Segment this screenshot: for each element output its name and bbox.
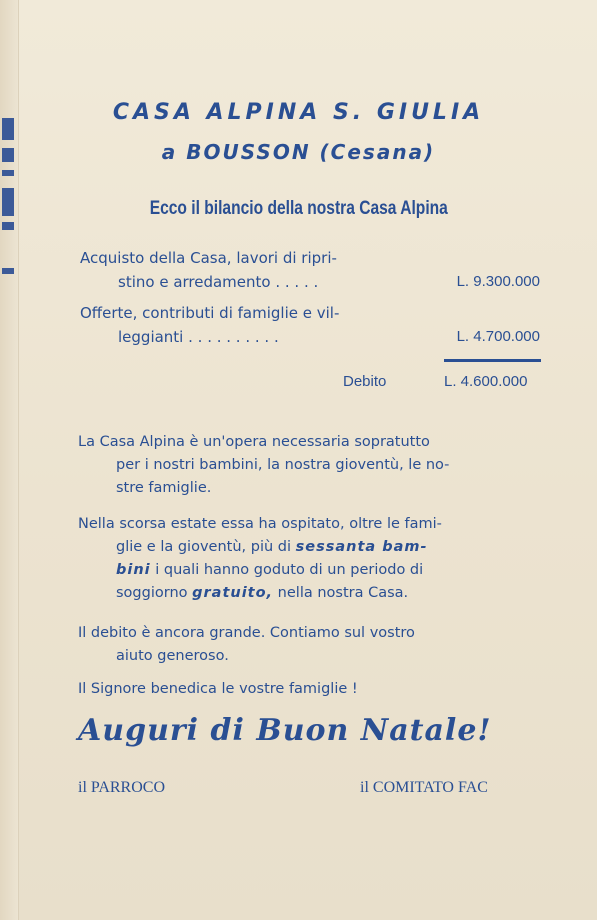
debt-label: Debito	[343, 373, 387, 390]
budget-row-purchase	[80, 246, 540, 294]
paragraph-3	[78, 622, 540, 668]
paragraph-line: La Casa Alpina è un'opera necessaria sopratutto	[78, 434, 430, 450]
budget-row-amount: L. 4.700.000	[456, 328, 540, 345]
title-line-2: a BOUSSON (Cesana)	[161, 140, 436, 164]
intro-heading: Ecco il bilancio della nostra Casa Alpina	[149, 198, 448, 219]
paragraph-line: per i nostri bambini, la nostra gioventù, le no-	[116, 457, 450, 473]
paragraph-line: Il debito è ancora grande. Contiamo sul vostro	[78, 625, 415, 641]
budget-row-amount: L. 9.300.000	[456, 273, 540, 290]
paragraph-line: aiuto generoso.	[116, 648, 229, 664]
total-rule	[444, 359, 541, 362]
emphasis-text: bini	[116, 562, 151, 578]
paragraph-line	[78, 582, 540, 605]
emphasis-text: sessanta bam-	[295, 539, 428, 555]
debt-amount: L. 4.600.000	[444, 373, 528, 390]
paragraph-text: soggiorno	[116, 585, 193, 601]
paragraph-2	[78, 513, 540, 605]
paragraph-line: stre famiglie.	[116, 480, 212, 496]
budget-row-text: Offerte, contributi di famiglie e vil-	[80, 304, 340, 322]
paragraph-line	[78, 559, 540, 582]
paragraph-line: Nella scorsa estate essa ha ospitato, oltre le fami-	[78, 516, 442, 532]
title-line-1: CASA ALPINA S. GIULIA	[112, 100, 485, 125]
paragraph-text: nella nostra Casa.	[273, 585, 409, 601]
paragraph-1	[78, 431, 540, 500]
paragraph-text: glie e la gioventù, più di	[116, 539, 296, 555]
paragraph-text: i quali hanno goduto di un periodo di	[150, 562, 424, 578]
budget-row-offers	[80, 301, 540, 349]
signature-parroco: il PARROCO	[78, 779, 165, 796]
christmas-greeting: Auguri di Buon Natale!	[78, 713, 492, 748]
emphasis-text: gratuito,	[192, 585, 274, 601]
budget-row-text: leggianti . . . . . . . . . .	[118, 328, 279, 346]
budget-row-text: Acquisto della Casa, lavori di ripri-	[80, 249, 337, 267]
paragraph-line	[78, 536, 540, 559]
budget-row-text: stino e arredamento . . . . .	[118, 273, 319, 291]
signature-comitato: il COMITATO FAC	[360, 779, 488, 796]
paragraph-4: Il Signore benedica le vostre famiglie !	[78, 681, 358, 697]
